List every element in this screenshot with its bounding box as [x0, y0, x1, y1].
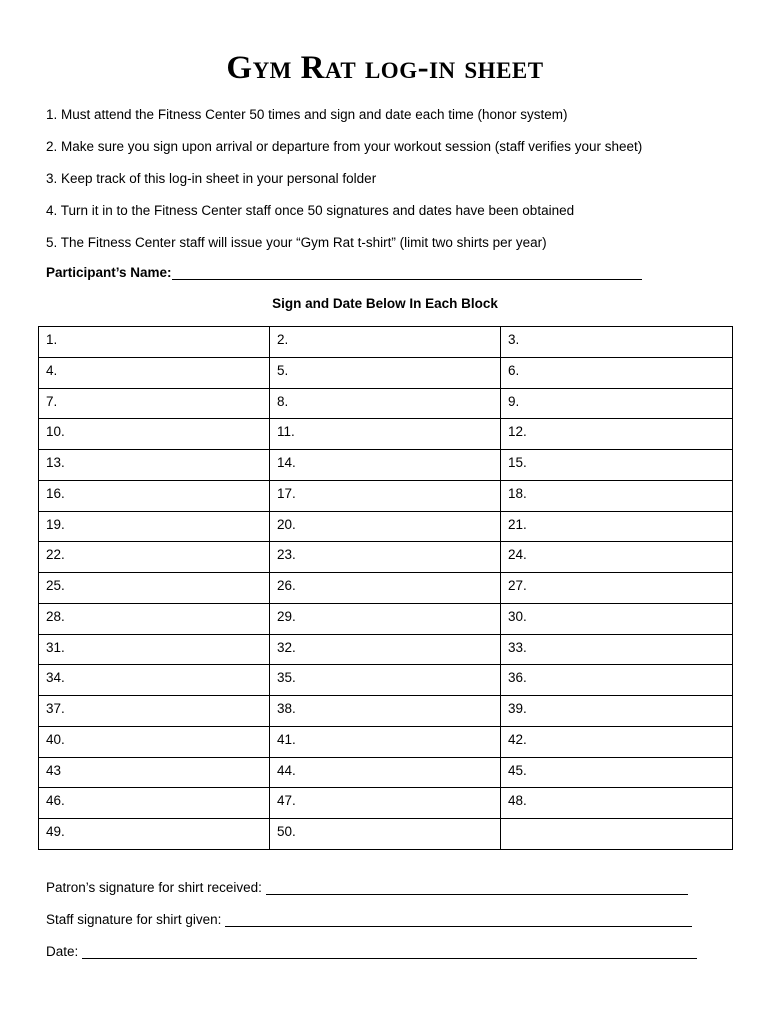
participant-name-label: Participant’s Name: [46, 265, 172, 280]
staff-signature-row [46, 912, 692, 927]
table-row [39, 450, 733, 481]
table-row [39, 542, 733, 573]
signature-block[interactable]: 25. [39, 573, 270, 604]
signature-block[interactable]: 49. [39, 819, 270, 850]
signature-block[interactable]: 2. [270, 327, 501, 358]
patron-signature-label: Patron’s signature for shirt received: [46, 880, 262, 895]
signature-block[interactable]: 41. [270, 726, 501, 757]
signature-block[interactable]: 9. [501, 388, 733, 419]
signature-block[interactable]: 30. [501, 603, 733, 634]
rule-4: 4. Turn it in to the Fitness Center staff once 50 signatures and dates have been obtained [46, 203, 575, 218]
table-row [39, 696, 733, 727]
signature-block[interactable]: 27. [501, 573, 733, 604]
signature-block[interactable]: 10. [39, 419, 270, 450]
table-row [39, 573, 733, 604]
participant-name-row [46, 265, 642, 280]
signature-block[interactable]: 17. [270, 480, 501, 511]
signature-block[interactable]: 46. [39, 788, 270, 819]
rule-3: 3. Keep track of this log-in sheet in your personal folder [46, 171, 377, 186]
signature-block[interactable]: 15. [501, 450, 733, 481]
signature-block[interactable]: 35. [270, 665, 501, 696]
table-row [39, 511, 733, 542]
table-row [39, 819, 733, 850]
signature-block[interactable]: 50. [270, 819, 501, 850]
signature-block[interactable]: 26. [270, 573, 501, 604]
signature-block[interactable]: 31. [39, 634, 270, 665]
signature-block[interactable]: 47. [270, 788, 501, 819]
signature-block[interactable]: 36. [501, 665, 733, 696]
signature-block[interactable]: 43 [39, 757, 270, 788]
signature-block[interactable]: 6. [501, 357, 733, 388]
signature-block[interactable]: 21. [501, 511, 733, 542]
table-row [39, 388, 733, 419]
signature-block[interactable]: 13. [39, 450, 270, 481]
date-field[interactable] [82, 944, 697, 959]
signature-block[interactable]: 7. [39, 388, 270, 419]
table-row [39, 757, 733, 788]
rule-2: 2. Make sure you sign upon arrival or departure from your workout session (staff verifies your sheet) [46, 139, 643, 154]
signature-block[interactable]: 14. [270, 450, 501, 481]
signature-block[interactable]: 3. [501, 327, 733, 358]
signature-block[interactable]: 1. [39, 327, 270, 358]
patron-signature-row [46, 880, 688, 895]
signature-block[interactable] [501, 819, 733, 850]
signature-block[interactable]: 34. [39, 665, 270, 696]
signature-block[interactable]: 32. [270, 634, 501, 665]
signature-block[interactable]: 28. [39, 603, 270, 634]
participant-name-field[interactable] [172, 265, 642, 280]
signature-block[interactable]: 42. [501, 726, 733, 757]
table-row [39, 480, 733, 511]
signature-block[interactable]: 33. [501, 634, 733, 665]
table-row [39, 419, 733, 450]
signature-block[interactable]: 5. [270, 357, 501, 388]
page-title: Gym Rat log-in sheet [226, 50, 544, 86]
signature-block[interactable]: 40. [39, 726, 270, 757]
signature-grid [38, 326, 733, 850]
signature-block[interactable]: 8. [270, 388, 501, 419]
signature-block[interactable]: 16. [39, 480, 270, 511]
table-row [39, 665, 733, 696]
signature-block[interactable]: 38. [270, 696, 501, 727]
table-row [39, 327, 733, 358]
rule-1: 1. Must attend the Fitness Center 50 times and sign and date each time (honor system) [46, 107, 568, 122]
signature-block[interactable]: 4. [39, 357, 270, 388]
signature-block[interactable]: 44. [270, 757, 501, 788]
grid-caption: Sign and Date Below In Each Block [272, 296, 498, 311]
signature-block[interactable]: 29. [270, 603, 501, 634]
signature-block[interactable]: 48. [501, 788, 733, 819]
signature-block[interactable]: 24. [501, 542, 733, 573]
signature-block[interactable]: 22. [39, 542, 270, 573]
date-label: Date: [46, 944, 79, 959]
signature-block[interactable]: 20. [270, 511, 501, 542]
table-row [39, 788, 733, 819]
signature-block[interactable]: 39. [501, 696, 733, 727]
signature-block[interactable]: 37. [39, 696, 270, 727]
staff-signature-label: Staff signature for shirt given: [46, 912, 222, 927]
table-row [39, 603, 733, 634]
signature-block[interactable]: 23. [270, 542, 501, 573]
signature-block[interactable]: 19. [39, 511, 270, 542]
signature-block[interactable]: 45. [501, 757, 733, 788]
signature-block[interactable]: 12. [501, 419, 733, 450]
staff-signature-field[interactable] [225, 912, 692, 927]
rule-5: 5. The Fitness Center staff will issue your “Gym Rat t-shirt” (limit two shirts per year) [46, 235, 547, 250]
patron-signature-field[interactable] [266, 880, 688, 895]
signature-block[interactable]: 18. [501, 480, 733, 511]
table-row [39, 634, 733, 665]
date-row [46, 944, 697, 959]
table-row [39, 357, 733, 388]
table-row [39, 726, 733, 757]
signature-block[interactable]: 11. [270, 419, 501, 450]
